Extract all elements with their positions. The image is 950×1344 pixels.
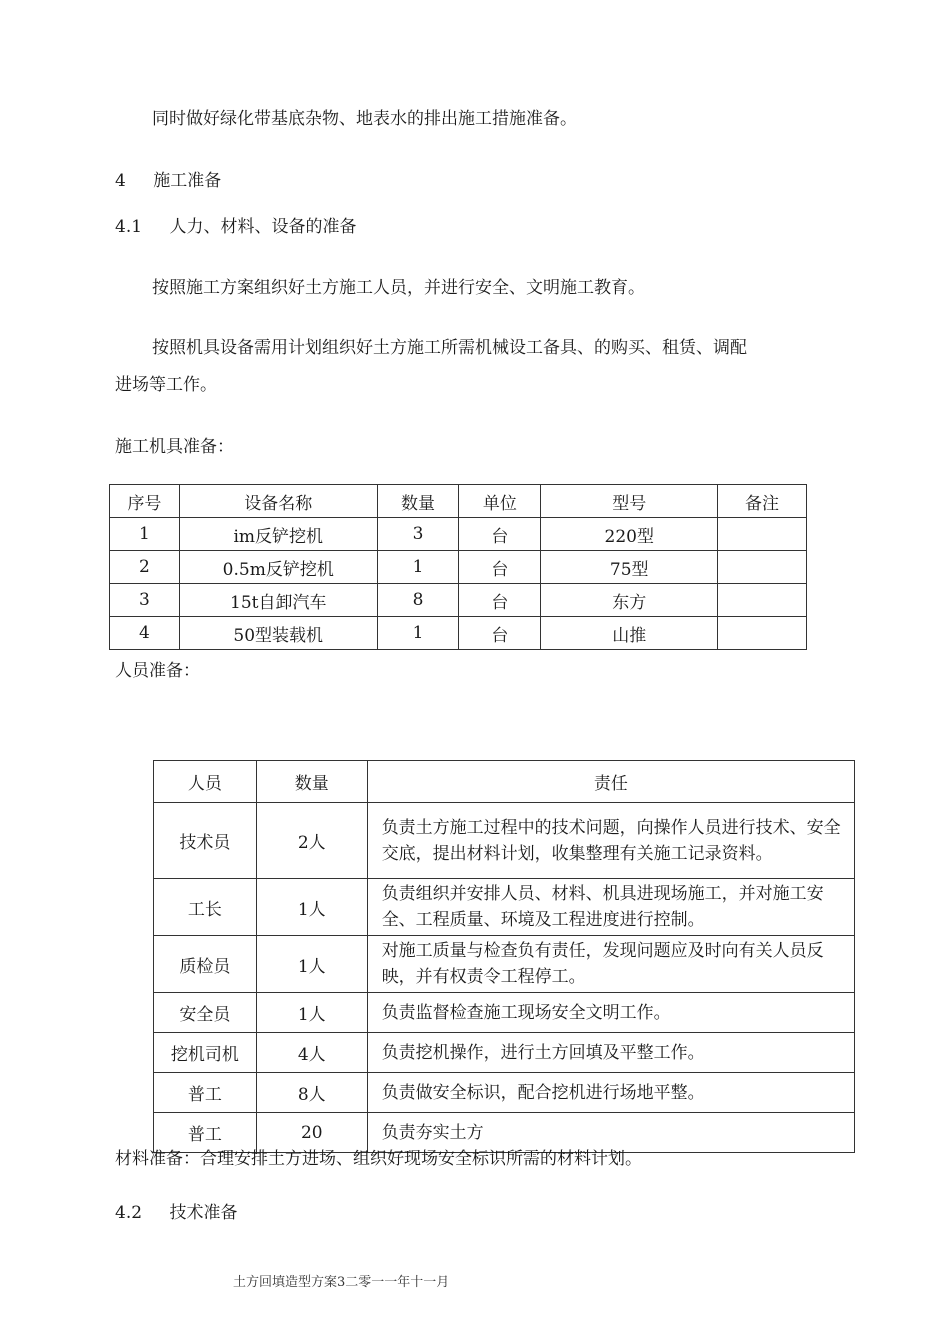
staff-table: [153, 760, 855, 1153]
section-4-1-heading: [115, 212, 356, 237]
table-row: [154, 1033, 855, 1073]
table-cell: [718, 617, 807, 650]
table-cell: [718, 584, 807, 617]
table-cell: [718, 551, 807, 584]
table-cell: 安全员: [154, 993, 257, 1033]
table-cell: 0.5m反铲挖机: [179, 551, 377, 584]
table-cell: 3: [377, 518, 459, 551]
table-cell: 15t自卸汽车: [179, 584, 377, 617]
table-cell: 台: [459, 551, 541, 584]
table-cell: 4: [110, 617, 180, 650]
table-cell: 负责挖机操作，进行土方回填及平整工作。: [367, 1033, 854, 1073]
table-row: [110, 617, 807, 650]
table-cell: 技术员: [154, 803, 257, 879]
table-row: [154, 1073, 855, 1113]
table-row: [154, 993, 855, 1033]
staff-title: 人员准备：: [115, 661, 200, 681]
equipment-table: [109, 484, 807, 650]
table-cell: 挖机司机: [154, 1033, 257, 1073]
table-header-row: [154, 761, 855, 803]
table-cell: 负责做安全标识，配合挖机进行场地平整。: [367, 1073, 854, 1113]
section-number: 4.2: [115, 1203, 143, 1223]
table-cell: 山推: [541, 617, 718, 650]
table-cell: 2人: [256, 803, 367, 879]
table-cell: 1人: [256, 879, 367, 936]
table-cell: 1: [110, 518, 180, 551]
table-cell: 工长: [154, 879, 257, 936]
table-cell: 2: [110, 551, 180, 584]
table-row: [110, 584, 807, 617]
page-footer: 土方回填造型方案3二零一一年十一月: [233, 1275, 450, 1290]
paragraph-drainage: 同时做好绿化带基底杂物、地表水的排出施工措施准备。: [152, 109, 577, 129]
table-row: [110, 518, 807, 551]
table-cell: 4人: [256, 1033, 367, 1073]
table-cell: 普工: [154, 1113, 257, 1153]
table-cell: 负责夯实土方: [367, 1113, 854, 1153]
table-cell: 台: [459, 617, 541, 650]
table-cell: 3: [110, 584, 180, 617]
header-cell: 数量: [377, 485, 459, 518]
table-cell: 质检员: [154, 936, 257, 993]
section-title: 施工准备: [153, 171, 222, 191]
table-cell: 50型装载机: [179, 617, 377, 650]
section-4-heading: [115, 166, 221, 191]
header-cell: 设备名称: [179, 485, 377, 518]
table-cell: im反铲挖机: [179, 518, 377, 551]
table-cell: 东方: [541, 584, 718, 617]
table-cell: 台: [459, 584, 541, 617]
table-cell: 20: [256, 1113, 367, 1153]
paragraph-material: 材料准备：合理安排土方进场、组织好现场安全标识所需的材料计划。: [115, 1149, 642, 1169]
table-row: [110, 551, 807, 584]
table-row: [154, 936, 855, 993]
header-cell: 数量: [256, 761, 367, 803]
table-cell: 220型: [541, 518, 718, 551]
header-cell: 单位: [459, 485, 541, 518]
section-number: 4.1: [115, 217, 143, 237]
paragraph-personnel: 按照施工方案组织好土方施工人员，并进行安全、文明施工教育。: [152, 278, 645, 298]
table-cell: 1人: [256, 936, 367, 993]
section-title: 技术准备: [169, 1203, 238, 1223]
table-cell: 1: [377, 551, 459, 584]
table-cell: [718, 518, 807, 551]
table-cell: 台: [459, 518, 541, 551]
table-cell: 8人: [256, 1073, 367, 1113]
section-4-2-heading: [115, 1198, 237, 1223]
table-cell: 1人: [256, 993, 367, 1033]
paragraph-equipment-line1: 按照机具设备需用计划组织好土方施工所需机械设工备具、的购买、租赁、调配: [152, 338, 747, 358]
table-cell: 负责土方施工过程中的技术问题，向操作人员进行技术、安全交底，提出材料计划，收集整理有关施工记录资料。: [367, 803, 854, 879]
header-cell: 序号: [110, 485, 180, 518]
table-row: [154, 879, 855, 936]
table-cell: 负责监督检查施工现场安全文明工作。: [367, 993, 854, 1033]
table-cell: 1: [377, 617, 459, 650]
table-row: [154, 803, 855, 879]
header-cell: 人员: [154, 761, 257, 803]
section-number: 4: [115, 171, 126, 191]
table-cell: 普工: [154, 1073, 257, 1113]
table-cell: 8: [377, 584, 459, 617]
table-cell: 75型: [541, 551, 718, 584]
header-cell: 型号: [541, 485, 718, 518]
paragraph-equipment-line2: 进场等工作。: [115, 375, 217, 395]
table-header-row: [110, 485, 807, 518]
header-cell: 责任: [367, 761, 854, 803]
equipment-title: 施工机具准备：: [115, 437, 234, 457]
table-cell: 负责组织并安排人员、材料、机具进现场施工，并对施工安全、工程质量、环境及工程进度进行控制。: [367, 879, 854, 936]
section-title: 人力、材料、设备的准备: [169, 217, 357, 237]
header-cell: 备注: [718, 485, 807, 518]
table-cell: 对施工质量与检查负有责任，发现问题应及时向有关人员反映，并有权责令工程停工。: [367, 936, 854, 993]
